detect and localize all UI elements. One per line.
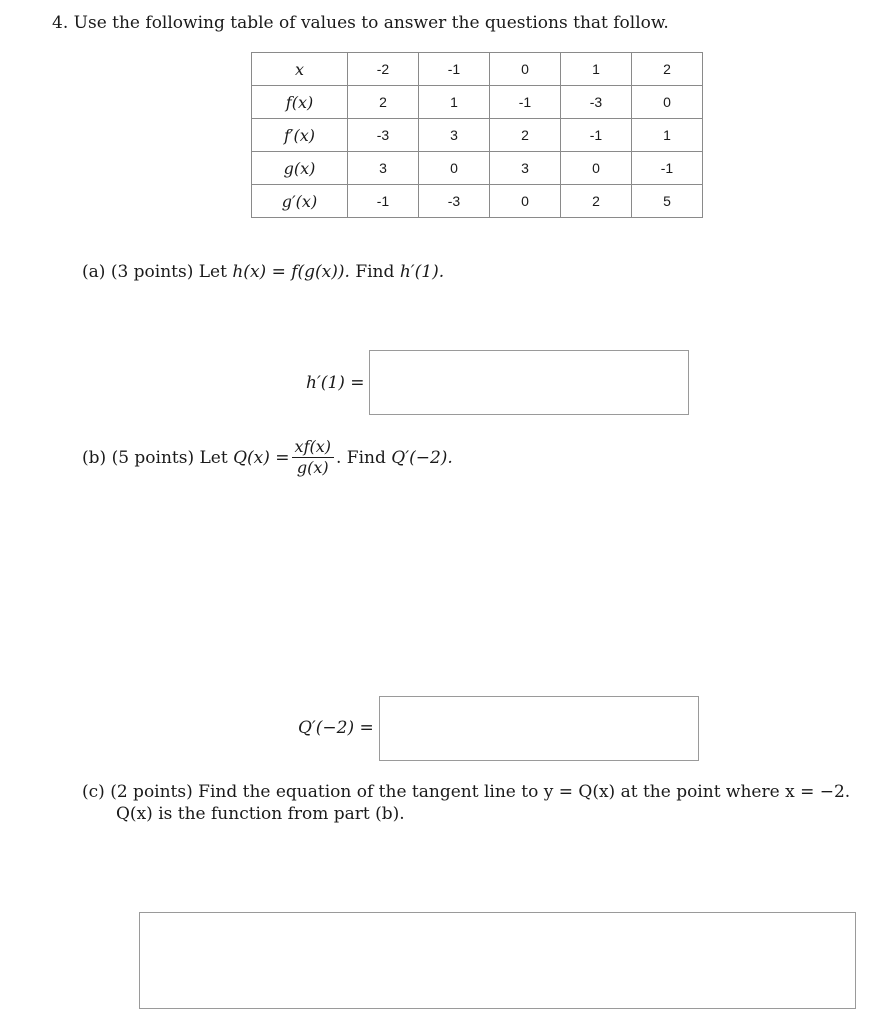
part-a-target: h′(1). [399, 262, 445, 282]
part-c-prompt [82, 782, 850, 802]
fraction-denominator: g(x) [296, 458, 329, 477]
h-prime-answer-label [306, 373, 365, 393]
part-b-target: Q′(−2). [391, 447, 453, 468]
part-b-prompt [82, 437, 453, 478]
q-prime-answer-label [298, 718, 374, 738]
question-number: 4. [52, 13, 69, 33]
question-instructions: Use the following table of values to answer the questions that follow. [73, 13, 669, 33]
part-b-lhs: Q(x) = [233, 447, 290, 468]
table-cell: -3 [561, 86, 632, 119]
table-cell: 3 [419, 119, 490, 152]
values-table [251, 52, 703, 218]
part-a-find: Find [355, 262, 395, 282]
tangent-line-answer-box[interactable] [139, 912, 856, 1009]
table-cell: 1 [419, 86, 490, 119]
question-header [52, 13, 669, 33]
part-b-points: (5 points) [111, 447, 195, 468]
row-label: f′(x) [252, 119, 348, 152]
table-cell: 2 [348, 86, 419, 119]
table-cell: 1 [632, 119, 703, 152]
part-b-let: Let [199, 447, 228, 468]
table-cell: 0 [632, 86, 703, 119]
part-a-points: (3 points) [110, 262, 194, 282]
row-label: x [252, 53, 348, 86]
part-c-note: Q(x) is the function from part (b). [116, 804, 405, 824]
h-prime-answer-box[interactable] [369, 350, 689, 415]
row-label: f(x) [252, 86, 348, 119]
table-cell: 0 [490, 53, 561, 86]
table-cell: 3 [490, 152, 561, 185]
part-a-prompt [82, 262, 444, 282]
table-cell: -1 [632, 152, 703, 185]
table-cell: 1 [561, 53, 632, 86]
table-cell: 0 [490, 185, 561, 218]
row-label: g(x) [252, 152, 348, 185]
table-cell: -2 [348, 53, 419, 86]
table-row-x [252, 53, 703, 86]
q-prime-answer-box[interactable] [379, 696, 699, 761]
table-cell: 3 [348, 152, 419, 185]
table-cell: -1 [348, 185, 419, 218]
table-row-f [252, 86, 703, 119]
table-cell: -1 [561, 119, 632, 152]
table-row-f-prime [252, 119, 703, 152]
table-cell: -3 [348, 119, 419, 152]
fraction-numerator: xf(x) [292, 437, 334, 458]
table-cell: 2 [632, 53, 703, 86]
table-cell: -3 [419, 185, 490, 218]
part-c-line-1: Find the equation of the tangent line to y = Q(x) at the point where x = −2. [198, 782, 851, 802]
table-cell: 2 [561, 185, 632, 218]
table-cell: 0 [561, 152, 632, 185]
part-b-marker: (b) [82, 447, 107, 468]
part-a-marker: (a) [82, 262, 106, 282]
part-c-marker: (c) [82, 782, 105, 802]
part-a-definition: h(x) = f(g(x)). [232, 262, 350, 282]
table-cell: 5 [632, 185, 703, 218]
table-row-g [252, 152, 703, 185]
table-cell: -1 [419, 53, 490, 86]
part-b-find: . Find [336, 447, 386, 468]
h-prime-label-text: h′(1) = [306, 373, 365, 393]
table-cell: 2 [490, 119, 561, 152]
q-prime-label-text: Q′(−2) = [298, 718, 374, 738]
part-b-fraction [292, 437, 334, 478]
table-row-g-prime [252, 185, 703, 218]
table-cell: -1 [490, 86, 561, 119]
part-c-points: (2 points) [110, 782, 193, 802]
row-label: g′(x) [252, 185, 348, 218]
table-cell: 0 [419, 152, 490, 185]
part-a-let: Let [198, 262, 227, 282]
